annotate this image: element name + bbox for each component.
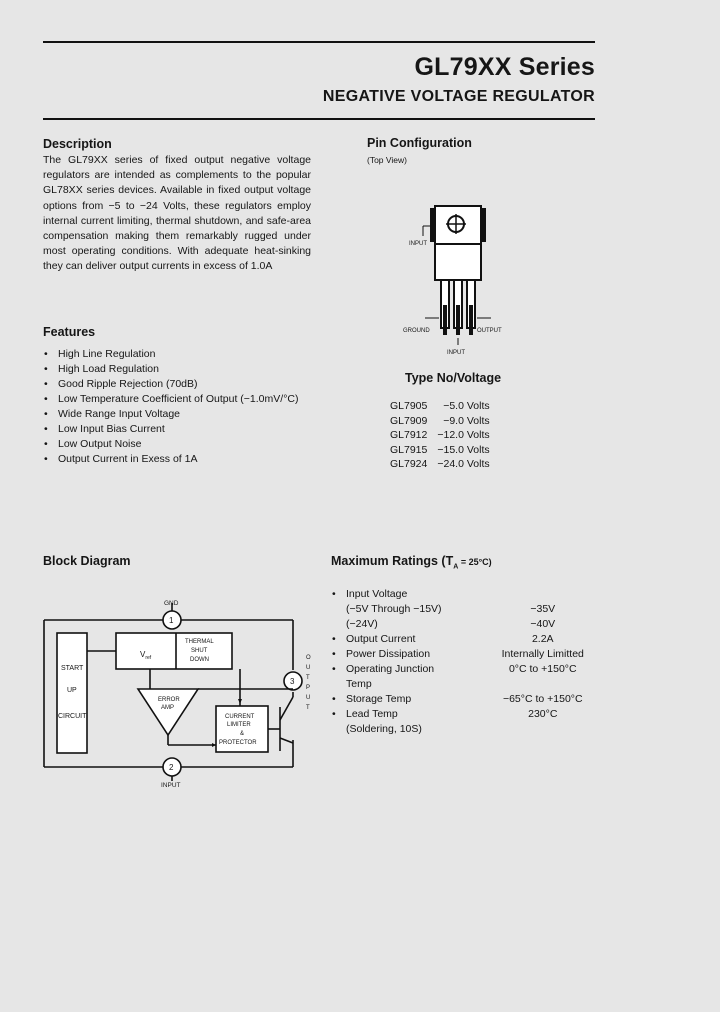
voltage-cell: −9.0 Volts [443,414,490,427]
rating-label: Power Dissipation [346,648,431,660]
rating-value [484,677,602,692]
bullet [332,602,346,617]
page-subtitle: NEGATIVE VOLTAGE REGULATOR [322,88,595,105]
rating-value [484,587,602,602]
pin-3-label: 3 [290,677,295,686]
thermal-label-3: DOWN [190,657,209,663]
current-limiter-label-3: & [240,731,245,737]
type-cell: GL7909 [390,414,428,427]
table-row [332,632,602,647]
feature-item: • Low Output Noise [43,437,311,452]
rating-value: 0°C to +150°C [508,663,577,675]
rating-value: −35V [530,603,556,615]
bullet: • [332,648,336,660]
current-limiter-label-4: PROTECTOR [219,740,257,746]
table-row [332,602,602,617]
gnd-label: GND [164,600,179,607]
table-row [332,677,602,692]
rating-label: (−5V Through −15V) [346,603,442,615]
table-row [332,587,602,602]
pin-config-view: (Top View) [367,155,407,165]
bullet [332,617,346,632]
rating-label: Temp [346,678,372,690]
rating-value: Internally Limitted [501,648,584,660]
input-label: INPUT [161,782,181,789]
description-heading: Description [43,137,112,151]
rating-label: Input Voltage [346,588,408,600]
rating-label: Output Current [346,633,416,645]
type-cell: GL7915 [390,443,428,456]
output-char: O [306,655,311,661]
max-ratings-heading-prefix: Maximum Ratings (T [331,554,454,568]
thermal-label-2: SHUT [191,648,208,654]
table-row [332,707,602,722]
table-row [332,617,602,632]
to220-package-diagram [395,200,525,360]
table-row [390,428,490,443]
features-list [43,347,311,467]
pin-label-input-bottom: INPUT [447,350,465,356]
rating-label: (Soldering, 10S) [346,723,422,735]
feature-item: • Output Current in Exess of 1A [43,452,311,467]
bullet: • [332,633,336,645]
table-row [390,414,490,429]
feature-item: • High Load Regulation [43,362,311,377]
description-text: The GL79XX series of fixed output negative voltage regulators are intended as complements to the popular GL78XX series devices. Available in fixed output voltage options from −5 to −24 Volts, these regulators employ internal current limiting, thermal shutdown, and safe-area compensation making them remarkably rugged under most operating conditions. With adequate heat-sinking they can deliver output currents in excess of 1.0A [43,154,311,273]
type-cell: GL7924 [390,458,428,470]
rating-value: 230°C [528,708,558,720]
table-row [332,647,602,662]
pin-config-heading: Pin Configuration [367,136,472,150]
rating-value [484,722,602,737]
table-row [332,692,602,707]
max-ratings-heading-sub: A [453,563,459,571]
voltage-cell: −5.0 Volts [443,400,490,412]
output-char: P [306,685,311,691]
features-heading: Features [43,325,96,339]
bullet: • [332,708,336,720]
thermal-label-1: THERMAL [185,639,214,645]
feature-item: • Low Input Bias Current [43,422,311,437]
feature-item: • High Line Regulation [43,347,311,362]
start-label: START [61,665,84,672]
pin-2-label: 2 [169,763,174,772]
table-row [332,722,602,737]
max-ratings-heading-suffix: = 25°C) [458,557,492,567]
table-row [332,662,602,677]
rating-label: Storage Temp [346,693,412,705]
pin-label-output: OUTPUT [477,328,502,334]
pin-1-label: 1 [169,616,174,625]
pin-label-ground: GROUND [403,328,430,334]
bullet: • [332,663,336,675]
table-row [390,443,490,458]
table-row [390,399,490,414]
block-diagram [40,595,330,795]
rating-value: −40V [530,618,556,630]
bullet [332,722,346,737]
rating-value: 2.2A [531,633,554,645]
block-diagram-heading: Block Diagram [43,554,131,568]
rating-label: Lead Temp [346,708,398,720]
rating-label: Operating Junction [346,663,435,675]
voltage-cell: −24.0 Volts [437,458,490,470]
table-row [390,457,490,472]
feature-item: • Good Ripple Rejection (70dB) [43,377,311,392]
bullet: • [332,693,336,705]
voltage-cell: −12.0 Volts [437,429,490,441]
bullet: • [332,588,336,600]
header-rule [43,118,595,120]
circuit-label: CIRCUIT [58,713,87,720]
type-voltage-heading: Type No/Voltage [405,371,502,385]
up-label: UP [67,687,77,694]
rating-value: −65°C to +150°C [502,693,583,705]
output-char: U [306,665,311,671]
error-amp-label-1: ERROR [158,697,180,703]
bullet [332,677,346,692]
pin-label-input-top: INPUT [409,241,427,247]
rating-label: (−24V) [346,618,378,630]
current-limiter-label-1: CURRENT [225,714,255,720]
voltage-cell: −15.0 Volts [437,443,490,456]
current-limiter-label-2: LIMITER [227,722,251,728]
max-ratings-table [332,587,602,737]
error-amp-label-2: AMP [161,705,175,711]
top-rule [43,41,595,43]
output-char: T [306,675,310,681]
output-char: T [306,705,310,711]
vref-label: $V_{ref}$ [140,650,152,661]
type-cell: GL7905 [390,400,428,412]
type-voltage-table [390,399,490,472]
feature-item: • Low Temperature Coefficient of Output (−1.0mV/°C) [43,392,311,407]
page-title: GL79XX Series [414,53,595,81]
feature-item: • Wide Range Input Voltage [43,407,311,422]
output-char: U [306,695,311,701]
type-cell: GL7912 [390,429,428,441]
max-ratings-heading [331,554,492,571]
